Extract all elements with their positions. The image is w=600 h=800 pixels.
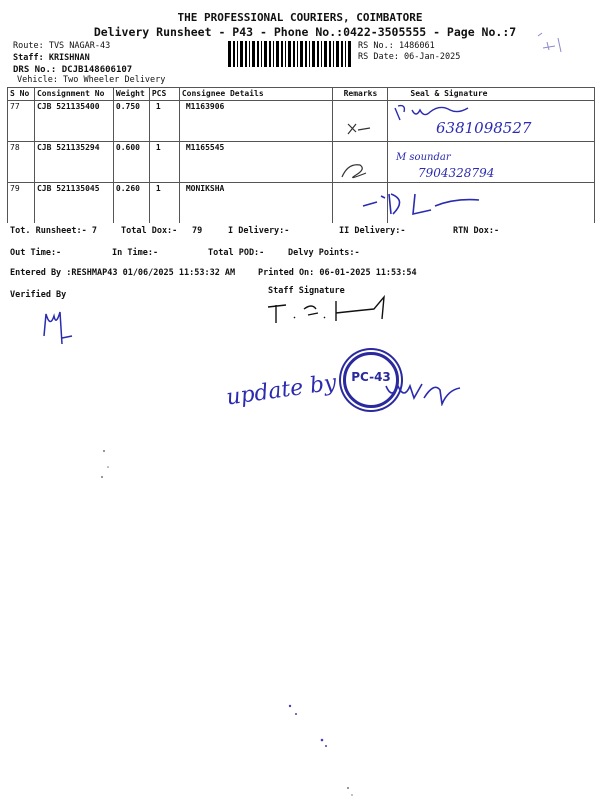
faint-scribble-mark (533, 28, 569, 58)
table-row (8, 183, 595, 224)
col-header-seal: Seal & Signature (388, 88, 595, 101)
remark-scribble-77 (340, 100, 380, 140)
col-header-consignee: Consignee Details (179, 88, 333, 101)
col-header-weight: Weight (113, 88, 149, 101)
runsheet-title: Delivery Runsheet - P43 - Phone No.:0422-3505555 - Page No.:7 (93, 25, 517, 39)
scan-speck (280, 700, 360, 800)
signature-79 (355, 188, 485, 222)
table-row (8, 142, 595, 183)
cell-weight: 0.260 (113, 183, 149, 224)
cell-weight: 0.750 (113, 101, 149, 142)
out-time: Out Time:- (10, 248, 62, 258)
vehicle-label: Vehicle: Two Wheeler Delivery (17, 75, 166, 85)
remark-scribble-78 (336, 155, 376, 185)
verifier-signature (38, 306, 78, 348)
handwritten-phone-78: 7904328794 (418, 166, 495, 180)
verified-by-label: Verified By (10, 290, 67, 300)
runsheet-table (7, 87, 595, 223)
rtn-dox: RTN Dox:- (453, 226, 500, 236)
col-header-sno: S No (8, 88, 35, 101)
tot-runsheet: Tot. Runsheet:- 7 (10, 226, 97, 236)
col-header-remarks: Remarks (333, 88, 388, 101)
printed-on: Printed On: 06-01-2025 11:53:54 (258, 268, 417, 278)
cell-sno: 78 (8, 142, 35, 183)
handwritten-name-78: M soundar (396, 152, 451, 163)
staff-signature (264, 293, 394, 327)
total-dox-value: 79 (192, 226, 203, 236)
drs-number: DRS No.: DCJB148606107 (13, 65, 133, 75)
cell-consignment: CJB 521135045 (34, 183, 113, 224)
cell-sno: 77 (8, 101, 35, 142)
staff-signature-label: Staff Signature (268, 286, 345, 296)
rs-number: RS No.: 1486061 (358, 41, 435, 51)
route-label: Route: TVS NAGAR-43 (13, 41, 111, 51)
handwritten-phone-77: 6381098527 (436, 119, 532, 137)
total-pod: Total POD:- (208, 248, 265, 258)
scan-speck (96, 445, 116, 485)
cell-pcs: 1 (149, 101, 179, 142)
update-signature (384, 376, 464, 406)
company-title: THE PROFESSIONAL COURIERS, COIMBATORE (177, 11, 423, 24)
cell-consignee: M1165545 (179, 142, 333, 183)
i-delivery: I Delivery:- (228, 226, 290, 236)
in-time: In Time:- (112, 248, 159, 258)
cell-weight: 0.600 (113, 142, 149, 183)
col-header-pcs: PCS (149, 88, 179, 101)
entered-by: Entered By :RESHMAP43 01/06/2025 11:53:32 AM (10, 268, 236, 278)
stamp-text: PC-43 (351, 370, 391, 384)
cell-pcs: 1 (149, 183, 179, 224)
col-header-consignment: Consignment No (34, 88, 113, 101)
delvy-points: Delvy Points:- (288, 248, 360, 258)
handwritten-update-note: update by (224, 370, 339, 411)
cell-consignee: MONIKSHA (179, 183, 333, 224)
staff-label: Staff: KRISHNAN (13, 53, 90, 63)
cell-pcs: 1 (149, 142, 179, 183)
table-header-row (8, 88, 595, 101)
rs-date: RS Date: 06-Jan-2025 (358, 52, 461, 62)
cell-consignee: M1163906 (179, 101, 333, 142)
cell-consignment: CJB 521135294 (34, 142, 113, 183)
total-dox-label: Total Dox:- (121, 226, 178, 236)
cell-consignment: CJB 521135400 (34, 101, 113, 142)
cell-sno: 79 (8, 183, 35, 224)
ii-delivery: II Delivery:- (339, 226, 406, 236)
barcode-image (228, 41, 352, 67)
